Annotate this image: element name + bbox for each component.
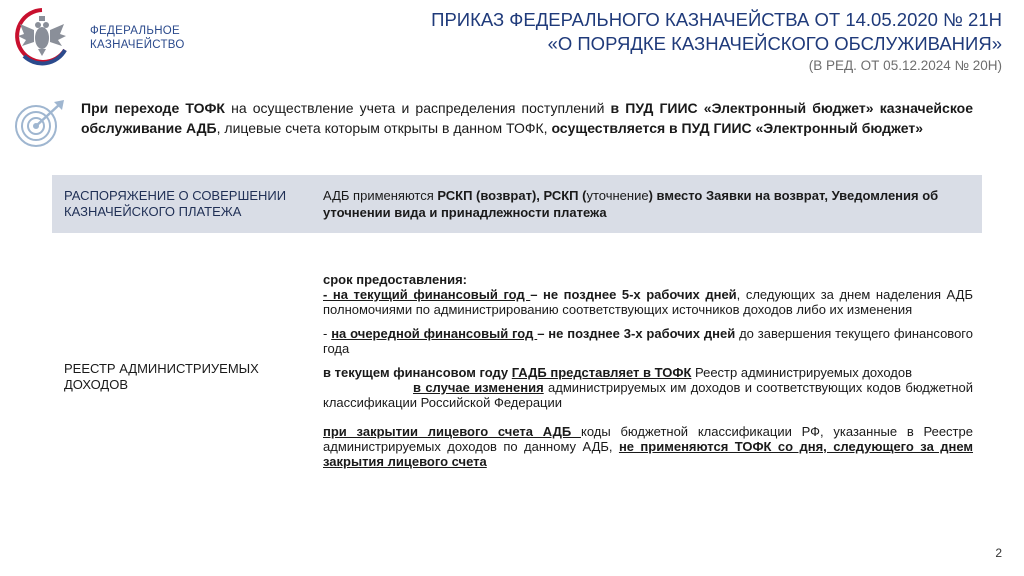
current-year-item <box>323 287 973 317</box>
next-year-label: на очередной финансовый год <box>331 326 538 341</box>
payment-order-text-5: вместо Заявки на возврат, Уведомления об уточнении вида и принадлежности платежа <box>323 188 939 220</box>
slide-title <box>431 8 1002 75</box>
next-year-detail: до завершения текущего финансового года <box>323 326 973 356</box>
next-year-dash: - <box>323 326 332 341</box>
org-name-line2: КАЗНАЧЕЙСТВО <box>90 39 185 51</box>
change-item <box>323 365 973 410</box>
page-number: 2 <box>995 546 1002 560</box>
treasury-emblem-logo <box>12 6 72 72</box>
closing-rule: не применяются ТОФК со дня, следующего за днем закрытия лицевого счета <box>323 439 973 469</box>
intro-part1: При переходе ТОФК <box>81 100 225 116</box>
closing-detail: коды бюджетной классификации РФ, указанные в Реестре администрируемых доходов по данному АДБ, <box>323 424 973 454</box>
change-condition: в случае изменения <box>413 380 544 395</box>
current-year-label: - на текущий финансовый год <box>323 287 531 302</box>
change-subject: ГАДБ представляет в ТОФК <box>511 365 692 380</box>
revenue-registry-label: РЕЕСТР АДМИНИСТРИУЕМЫХ ДОХОДОВ <box>64 361 259 392</box>
current-year-detail: , следующих за днем наделения АДБ полномочиями по администрированию соответствующих источников доходов либо их изменения <box>323 287 973 317</box>
payment-order-label: РАСПОРЯЖЕНИЕ О СОВЕРШЕНИИ КАЗНАЧЕЙСКОГО ПЛАТЕЖА <box>64 188 287 219</box>
intro-part2: на осуществление учета и распределения поступлений <box>224 100 611 116</box>
payment-order-text-2: РСКП (возврат), РСКП ( <box>437 188 587 203</box>
intro-part5: , лицевые счета которым открыты в данном ТОФК, <box>216 120 552 136</box>
intro-part6: осуществляется в ПУД ГИИС «Электронный бюджет» <box>551 120 924 136</box>
intro-part4: казначейское обслуживание АДБ <box>81 100 973 136</box>
payment-order-text <box>323 187 973 221</box>
next-year-deadline: – не позднее 3-х рабочих дней <box>537 326 736 341</box>
change-intro: в текущем финансовом году <box>323 365 512 380</box>
change-registry: Реестр администрируемых доходов <box>691 365 913 380</box>
closing-label: при закрытии лицевого счета АДБ <box>323 424 581 439</box>
next-year-item <box>323 326 973 356</box>
payment-order-text-4: ) <box>648 188 657 203</box>
title-edition: (В РЕД. ОТ 05.12.2024 № 20Н) <box>808 58 1002 73</box>
intro-part3: в ПУД ГИИС «Электронный бюджет» <box>610 100 874 116</box>
title-line1: ПРИКАЗ ФЕДЕРАЛЬНОГО КАЗНАЧЕЙСТВА ОТ 14.05.2020 № 21Н <box>431 9 1002 30</box>
payment-order-text-1: АДБ применяются <box>323 188 438 203</box>
revenue-registry-text <box>323 272 973 469</box>
change-detail: администрируемых им доходов и соответствующих кодов бюджетной классификации Российской Федерации <box>323 380 973 410</box>
payment-order-text-3: уточнение <box>586 188 649 203</box>
intro-paragraph <box>81 98 973 138</box>
current-year-deadline: – не позднее 5-х рабочих дней <box>530 287 737 302</box>
deadline-heading: срок предоставления: <box>323 272 467 287</box>
target-arrow-icon <box>14 96 70 152</box>
title-line2: «О ПОРЯДКЕ КАЗНАЧЕЙСКОГО ОБСЛУЖИВАНИЯ» <box>547 33 1002 54</box>
org-name-line1: ФЕДЕРАЛЬНОЕ <box>90 25 181 37</box>
org-name <box>90 24 185 52</box>
payment-order-row <box>52 175 982 233</box>
closing-item <box>323 424 973 469</box>
